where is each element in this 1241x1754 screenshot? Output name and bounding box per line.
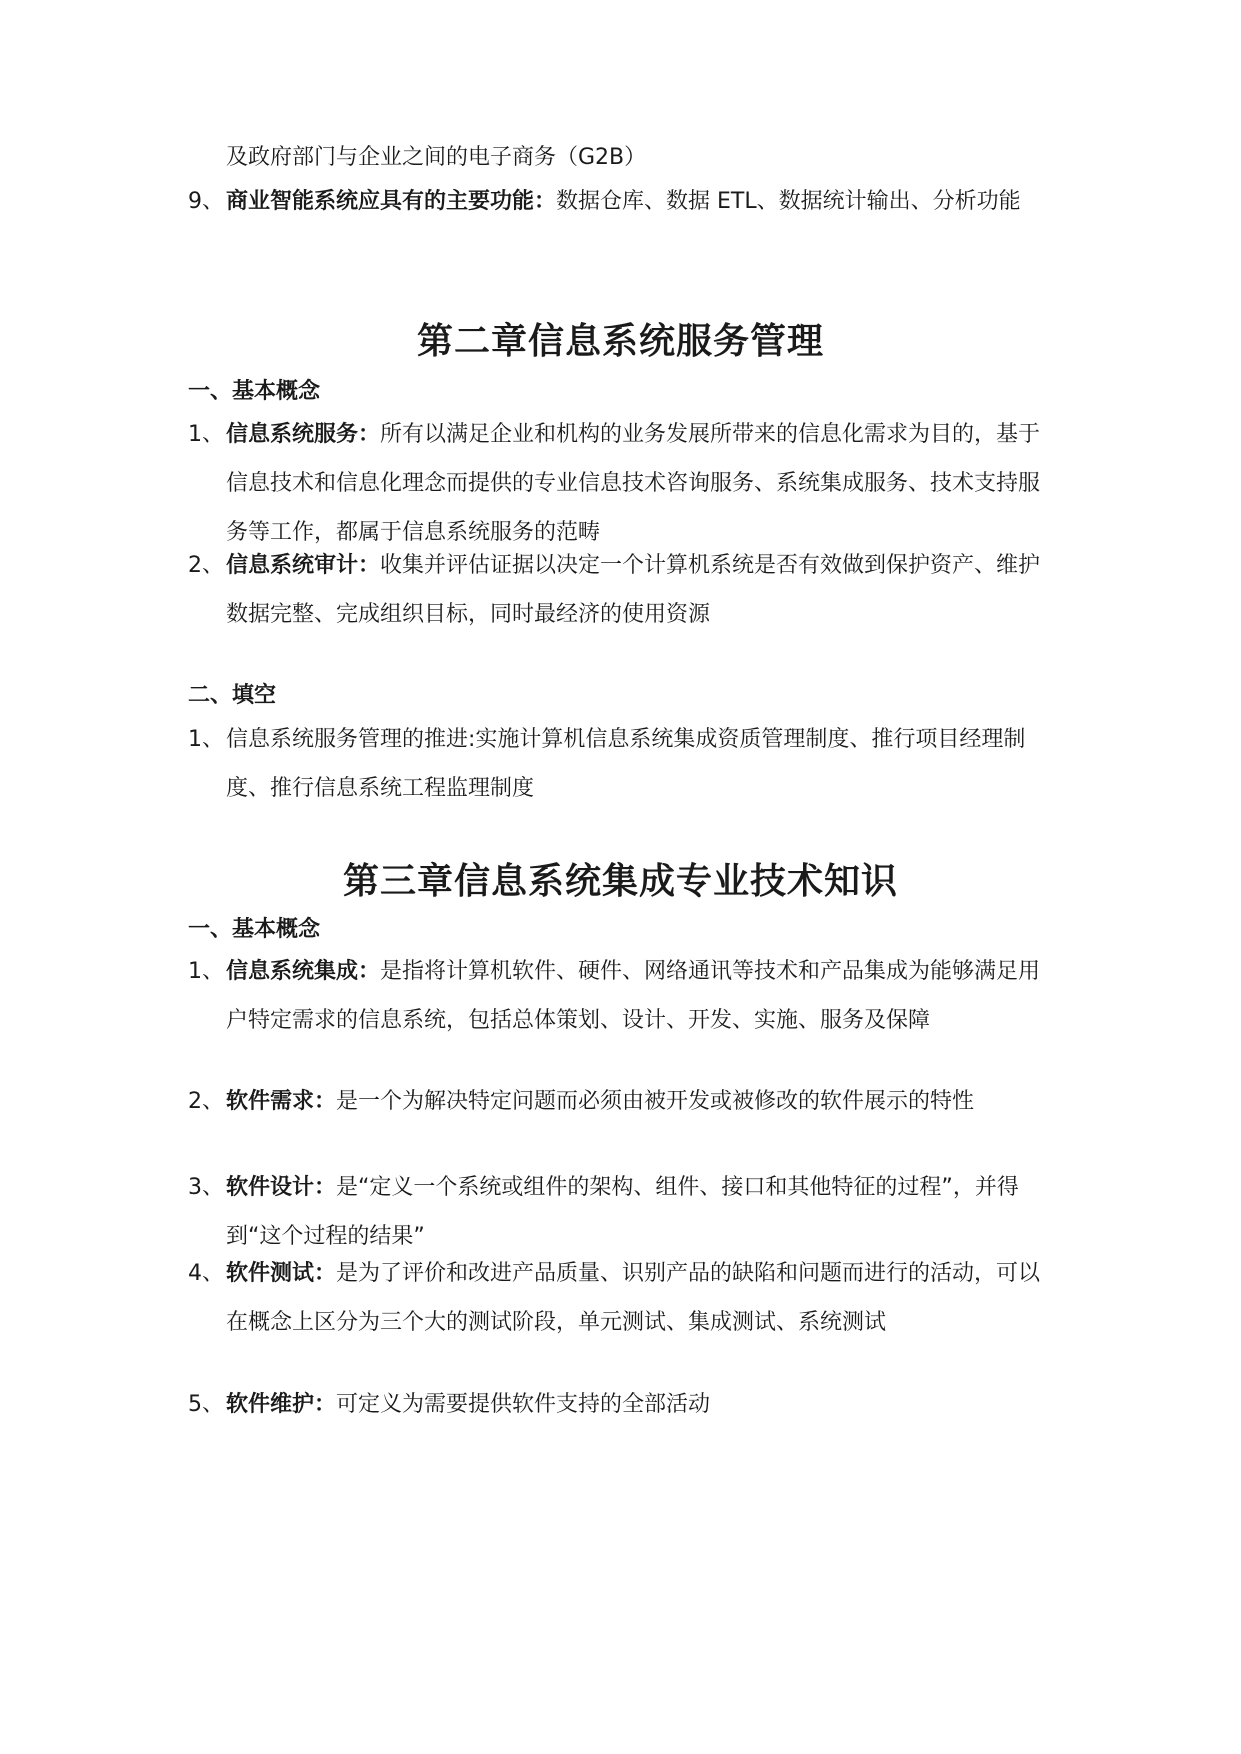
- continued-line: 及政府部门与企业之间的电子商务（G2B）: [226, 145, 647, 170]
- item-term: 软件测试：: [226, 1261, 337, 1286]
- item-term: 软件设计：: [226, 1175, 337, 1200]
- item-text: 是为了评价和改进产品质量、识别产品的缺陷和问题而进行的活动，可以在概念上区分为三个大的测试阶段，单元测试、集成测试、系统测试: [226, 1261, 1041, 1335]
- item-number: 2、: [188, 1089, 224, 1114]
- item-text: 可定义为需要提供软件支持的全部活动: [336, 1392, 711, 1417]
- list-item: [188, 177, 1058, 226]
- item-number: 9、: [188, 189, 224, 214]
- item-term: 软件维护：: [226, 1392, 337, 1417]
- item-number: 5、: [188, 1392, 224, 1417]
- item-number: 4、: [188, 1261, 224, 1286]
- item-term: 商业智能系统应具有的主要功能：: [226, 189, 557, 214]
- item-term: 信息系统集成：: [226, 959, 381, 984]
- section-heading: 一、基本概念: [188, 379, 321, 404]
- list-item: [188, 715, 1058, 813]
- item-text: 数据仓库、数据 ETL、数据统计输出、分析功能: [556, 189, 1021, 214]
- chapter-title: 第三章信息系统集成专业技术知识: [342, 860, 898, 902]
- list-item: [188, 1249, 1058, 1347]
- item-term: 信息系统审计：: [226, 553, 381, 578]
- list-item: [188, 1077, 1058, 1126]
- list-item: [188, 1380, 1058, 1429]
- item-text: 是指将计算机软件、硬件、网络通讯等技术和产品集成为能够满足用户特定需求的信息系统，包括总体策划、设计、开发、实施、服务及保障: [226, 959, 1041, 1033]
- list-item: [188, 947, 1058, 1045]
- chapter-title: 第二章信息系统服务管理: [416, 320, 824, 362]
- item-text: 收集并评估证据以决定一个计算机系统是否有效做到保护资产、维护数据完整、完成组织目标，同时最经济的使用资源: [226, 553, 1041, 627]
- item-term: 软件需求：: [226, 1089, 337, 1114]
- item-number: 1、: [188, 959, 224, 984]
- item-text: 信息系统服务管理的推进:实施计算机信息系统集成资质管理制度、推行项目经理制度、推行信息系统工程监理制度: [226, 727, 1026, 801]
- item-term: 信息系统服务：: [226, 422, 381, 447]
- item-number: 1、: [188, 422, 224, 447]
- section-heading: 一、基本概念: [188, 917, 321, 942]
- list-item: [188, 410, 1058, 557]
- item-number: 3、: [188, 1175, 224, 1200]
- list-item: [188, 1163, 1058, 1261]
- item-text: 是一个为解决特定问题而必须由被开发或被修改的软件展示的特性: [336, 1089, 975, 1114]
- item-number: 1、: [188, 727, 224, 752]
- item-number: 2、: [188, 553, 224, 578]
- list-item: [188, 541, 1058, 639]
- item-text: 所有以满足企业和机构的业务发展所带来的信息化需求为目的，基于信息技术和信息化理念而提供的专业信息技术咨询服务、系统集成服务、技术支持服务等工作，都属于信息系统服务的范畴: [226, 422, 1041, 545]
- section-heading: 二、填空: [188, 683, 277, 708]
- item-text: 是“定义一个系统或组件的架构、组件、接口和其他特征的过程”，并得到“这个过程的结果”: [226, 1175, 1019, 1249]
